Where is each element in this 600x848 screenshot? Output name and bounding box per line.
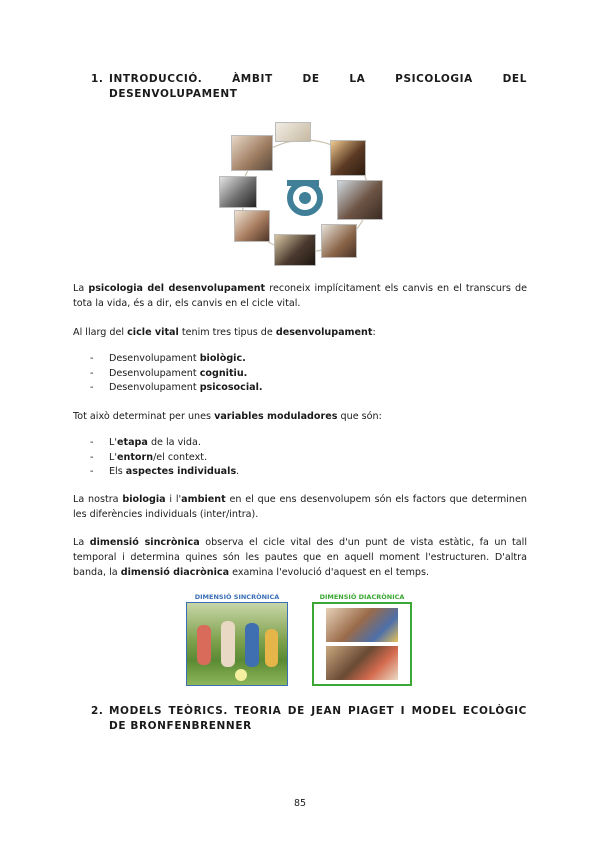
section-2-title-line2: DE BRONFENBRENNER <box>109 720 252 732</box>
paragraph-2 <box>73 325 527 340</box>
p5-text-a: La <box>73 537 90 548</box>
photo-elderly-woman <box>219 176 257 208</box>
section-1-title-line2: DESENVOLUPAMENT <box>109 88 238 100</box>
page-number: 85 <box>293 798 307 809</box>
photo-child-smiling <box>330 140 366 176</box>
list-item-bold: etapa <box>116 437 148 448</box>
modulating-variables-list <box>90 436 239 480</box>
list-item-text: Els <box>109 466 126 477</box>
p1-text-a: La <box>73 283 89 294</box>
photo-elderly-man <box>231 135 273 171</box>
p1-bold-term: psicologia del desenvolupament <box>88 283 266 294</box>
p5-bold-diacronica: dimensió diacrònica <box>120 567 230 578</box>
p2-text-a: Al llarg del <box>73 327 128 338</box>
diachronic-photo-top <box>326 608 398 642</box>
list-item <box>90 367 263 382</box>
child-figure <box>265 629 278 667</box>
list-item-bold: psicosocial. <box>199 382 263 393</box>
child-figure <box>197 625 211 665</box>
list-item-bold: biològic. <box>199 353 246 364</box>
synchronic-photo <box>186 602 288 686</box>
p2-bold-desenvolupament: desenvolupament <box>275 327 373 338</box>
diachronic-frame <box>312 602 412 686</box>
list-item-text: L' <box>109 451 117 463</box>
list-item-bold: cognitiu. <box>199 367 248 379</box>
section-1-number: 1. <box>91 73 104 85</box>
list-item-bold: entorn <box>116 451 154 463</box>
cycle-center-bar <box>287 180 319 186</box>
list-item-text: L' <box>109 437 117 448</box>
synchronic-figure <box>186 592 288 686</box>
p4-bold-biologia: biologia <box>122 494 166 505</box>
section-2-heading <box>91 704 527 734</box>
child-figure <box>221 621 235 667</box>
child-figure <box>245 623 259 667</box>
list-item <box>90 352 263 367</box>
photo-woman <box>234 210 270 242</box>
diachronic-caption: DIMENSIÓ DIACRÒNICA <box>319 593 405 601</box>
list-item <box>90 451 239 466</box>
diachronic-figure <box>312 592 412 686</box>
paragraph-5 <box>73 535 527 580</box>
list-item-text: de la vida. <box>147 437 201 448</box>
list-item <box>90 465 239 480</box>
development-types-list <box>90 352 263 396</box>
p4-text-e: en el que ens desenvolupem són els factors que determinen les diferències individuals (inter/intra). <box>73 494 527 520</box>
p3-text-c: que són: <box>337 411 382 422</box>
p5-bold-sincronica: dimensió sincrònica <box>89 537 200 548</box>
p2-bold-cicle-vital: cicle vital <box>127 327 179 338</box>
p2-text-e: : <box>372 327 376 338</box>
list-item-bold: aspectes individuals <box>125 466 237 477</box>
photo-baby <box>275 122 311 142</box>
list-item-text: Desenvolupament <box>109 382 200 393</box>
p5-text-e: examina l'evolució d'aquest en el temps. <box>229 567 430 578</box>
p4-text-a: La nostra <box>73 494 123 505</box>
p4-bold-ambient: ambient <box>181 494 226 505</box>
cycle-center-dot <box>299 192 311 204</box>
diachronic-photo-bottom <box>326 646 398 680</box>
paragraph-1 <box>73 281 527 311</box>
p1-text-c: reconeix implícitament els canvis en el transcurs de tota la vida, és a dir, els canvis en el cicle vital. <box>73 283 527 309</box>
p5-text-c: observa el cicle vital des d'un punt de vista estàtic, fa un tall temporal i determina quines són les pautes que en aquell moment l'estructuren. D'altra banda, la <box>73 537 527 578</box>
p3-bold-term: variables moduladores <box>214 411 338 422</box>
synchronic-caption: DIMENSIÓ SINCRÒNICA <box>194 593 280 601</box>
paragraph-4 <box>73 492 527 522</box>
paragraph-3 <box>73 409 527 424</box>
section-2-title-line1: MODELS TEÒRICS. TEORIA DE JEAN PIAGET I MODEL ECOLÒGIC <box>109 705 527 717</box>
p4-text-c: i l' <box>165 494 182 505</box>
list-item-text: /el context. <box>153 451 208 463</box>
section-1-heading <box>91 72 527 102</box>
list-item-text: Desenvolupament <box>109 367 200 379</box>
photo-family <box>337 180 383 220</box>
section-2-number: 2. <box>91 705 104 717</box>
list-item-text: Desenvolupament <box>109 353 200 364</box>
life-cycle-figure <box>217 120 387 268</box>
photo-bald-man <box>321 224 357 258</box>
p3-text-a: Tot això determinat per unes <box>73 411 215 422</box>
section-1-title-line1: INTRODUCCIÓ. ÀMBIT DE LA PSICOLOGIA DEL <box>109 73 527 85</box>
p2-text-c: tenim tres tipus de <box>178 327 276 338</box>
list-item <box>90 436 239 451</box>
ball-icon <box>235 669 247 681</box>
photo-teenager <box>274 234 316 266</box>
list-item-text: . <box>236 466 240 477</box>
list-item <box>90 381 263 396</box>
